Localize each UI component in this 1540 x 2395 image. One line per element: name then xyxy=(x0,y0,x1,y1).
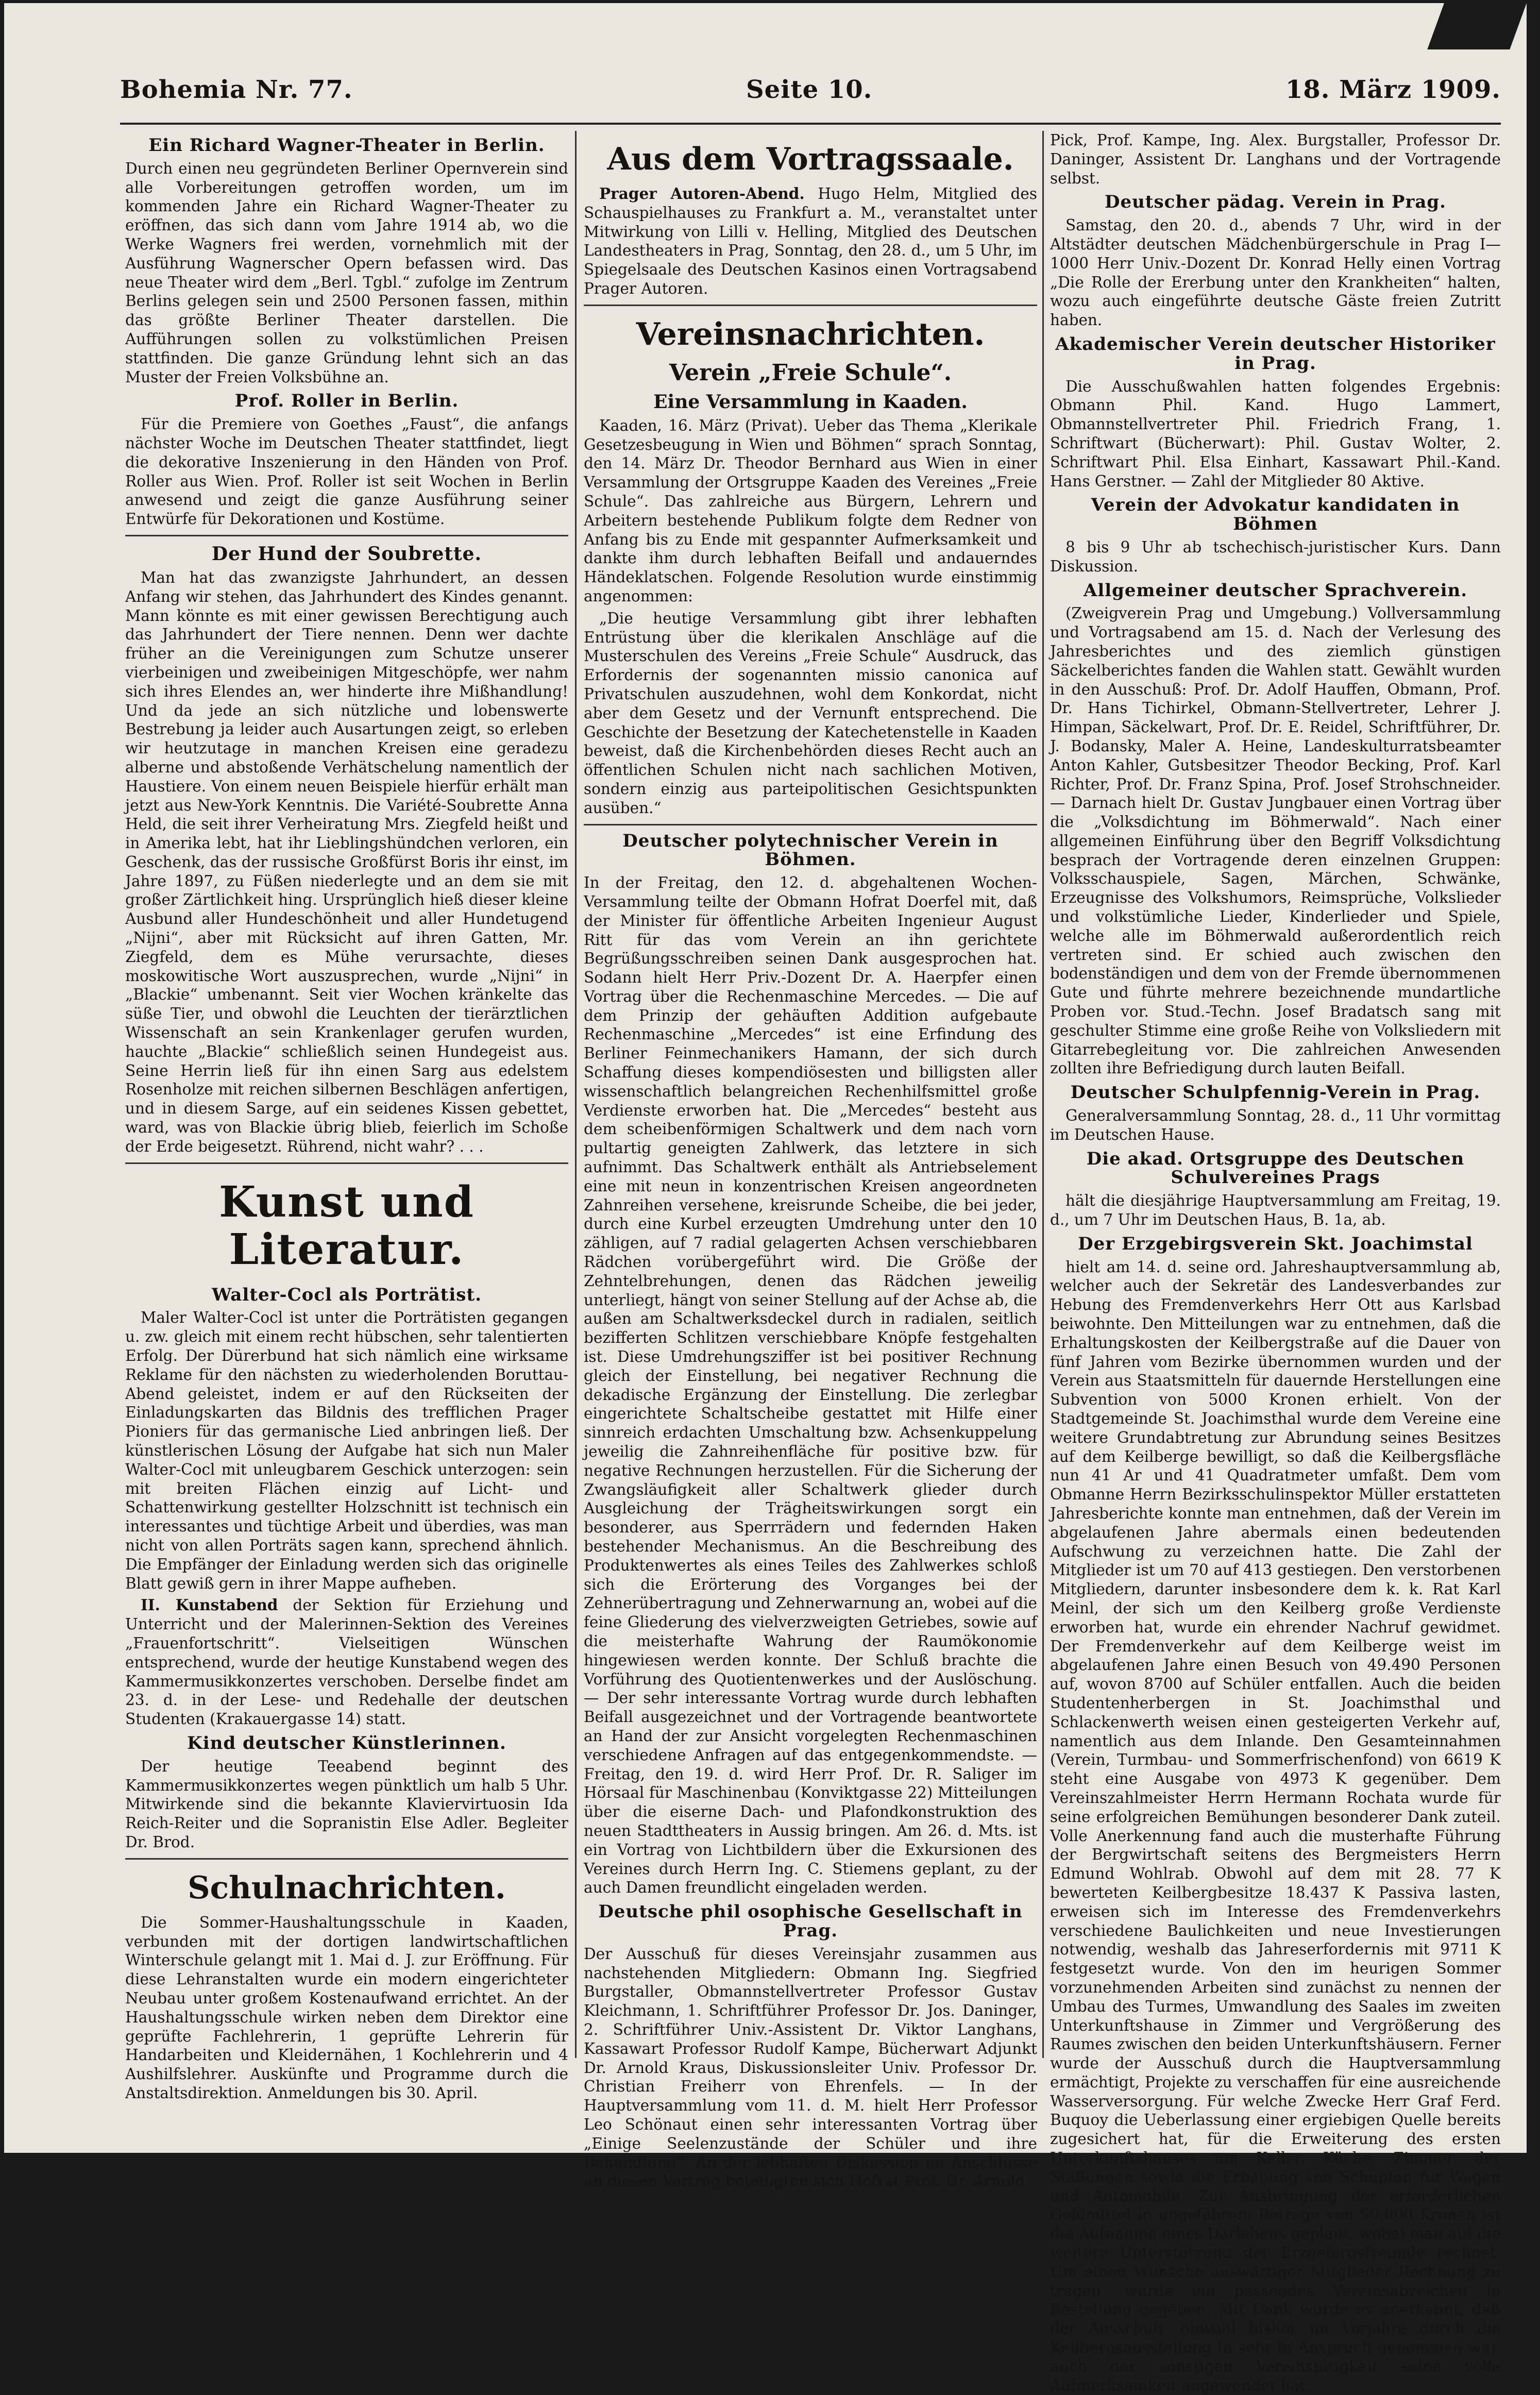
header-page-number: Seite 10. xyxy=(746,75,873,104)
article-text: hielt am 14. d. seine ord. Jahreshauptversammlung ab, welcher auch der Sekretär des Landesverbandes zur Hebung des Fremdenverkehrs Herr Ott aus Karlsbad beiwohnte. Den Mitteilungen war zu entnehmen, daß die Erhaltungskosten der Keilbergstraße auf die Dauer von fünf Jahren vom Bezirke übernommen wurden und der Verein aus Staatsmitteln für dauernde Herstellungen eine Subvention von 5000 Kronen erhielt. Von der Stadtgemeinde St. Joachimsthal wurde dem Vereine eine weitere Grundabtretung zur Abrundung seines Besitzes auf dem Keilberge bewilligt, so daß die Keilbergsfläche nun 41 Ar und 41 Quadratmeter umfaßt. Dem vom Obmanne Herrn Bezirksschulinspektor Müller erstatteten Jahresberichte konnte man entnehmen, daß der Verein im abgelaufenen Jahre abermals einen bedeutenden Aufschwung zu verzeichnen hatte. Die Zahl der Mitglieder ist um 70 auf 413 gestiegen. Den verstorbenen Mitgliedern, darunter insbesondere dem k. k. Rat Karl Meinl, der sich um den Keilberg große Verdienste erworben hat, wurde ein ehrender Nachruf gewidmet. Der Fremdenverkehr auf dem Keilberge weist im abgelaufenen Jahre einen Besuch von 49.490 Personen auf, wovon 8700 auf Schüler entfallen. Auch die beiden Studentenherbergen in St. Joachimsthal und Schlackenwerth weisen einen gesteigerten Verkehr auf, namentlich aus dem Inlande. Den Gesamteinnahmen (Verein, Turmbau- und Sommerfrischenfond) von 6619 K steht eine Ausgabe von 4973 K gegenüber. Dem Vereinszahlmeister Herrn Hermann Rochata wurde für seine erfolgreichen Bemühungen besonderer Dank zuteil. Volle Anerkennung fand auch die musterhafte Führung der Bergwirtschaft seitens des Bergmeisters Herrn Edmund Wohlrab. Obwohl auf dem mit 28. 77 K bewerteten Keilbergbesitze 18.437 K Passiva lasten, erweisen sich im Interesse des Fremdenverkehrs verschiedene Baulichkeiten und neue Investierungen notwendig, weshalb das Jahreserfordernis mit 9711 K festgesetzt wurde. Von den im heurigen Sommer vorzunehmenden Arbeiten sind zunächst zu nennen der Umbau des Turmes, Umwandlung des Saales im zweiten Unterkunftshause in Zimmer und Vergrößerung des Raumes zwischen den beiden Unterkunftshäusern. Ferner wurde der Ausschuß durch die Hauptversammlung ermächtigt, Projekte zu verschaffen für eine ausreichende Wasserversorgung. Für welche Zwecke Herr Graf Ferd. Buquoy die Ueberlassung einer ergiebigen Quelle bereits zugesichert hat, für die Erweiterung des ersten Unterkunftshauses um Keller, Küche, Zimmer, der Stallungen sowie die Erbauung von Schupfen für Wagen und Automobile. Zur Ausbringung der erforderlichen Geldmittel in ungefährem Betrage von 50.000 Kronen ist die Aufnahme eines Darlehens geplant, wobei man auf die weitere Unterstützung der Erzgebirgsfreunde rechnet. Um einen Wunsche auswärtiger Mitglieder Rechnung zu tragen, wurde ein passendes Vereinsabzeichen in Bestellung gegeben. Mit Dank wurde es anerkannt, daß der Ausschuß, obwohl bisher im Vorjahre durch die Keilbergsausstellung in sehr in Anspruch genommen war, auch der sonstigen Vereinstätigkeit seine volle Aufmerksamkeit angewendet hat. xyxy=(1050,1258,1501,2394)
section-separator xyxy=(125,1858,568,1860)
article-title: Deutscher Schulpfennig-Verein in Prag. xyxy=(1070,1082,1481,1103)
article-lead: II. Kunstabend xyxy=(141,1596,278,1614)
article-title: Deutscher pädag. Verein in Prag. xyxy=(1104,192,1447,213)
article-text: Durch einen neu gegründeten Berliner Opernverein sind alle Vorbereitungen getroffen worden, um im kommenden Jahre ein Richard Wagner-Theater zu eröffnen, das sich dann vom Jahre 1914 ab, wo die Werke Wagners frei werden, vornehmlich mit der Ausführung Wagnerscher Opern befassen wird. Das neue Theater wird dem „Berl. Tgbl.“ zufolge im Zentrum Berlins gelegen sein und 2500 Personen fassen, mithin das größte Berliner Theater darstellen. Die Aufführungen sollen zu volkstümlichen Preisen stattfinden. Die ganze Gründung lehnt sich an das Muster der Freien Volksbühne an. xyxy=(125,159,568,386)
column-left xyxy=(125,131,568,2102)
article-text: Kaaden, 16. März (Privat). Ueber das Thema „Klerikale Gesetzesbeugung in Wien und Böhmen“ sprach Sonntag, den 14. März Dr. Theodor Bernhard aus Wien in einer Versammlung der Ortsgruppe Kaaden des Vereines „Freie Schule“. Das zahlreiche aus Bürgern, Lehrern und Arbeitern bestehende Publikum folgte dem Redner von Anfang bis zu Ende mit gespannter Aufmerksamkeit und dankte ihm durch lebhaften Beifall und andauerndes Händeklatschen. Folgende Resolution wurde einstimmig angenommen: xyxy=(584,416,1037,605)
section-title: Schulnachrichten. xyxy=(188,1869,506,1906)
article-text: Man hat das zwanzigste Jahrhundert, an dessen Anfang wir stehen, das Jahrhundert des Kindes genannt. Mann könnte es mit einer gewissen Berechtigung auch das Jahrhundert der Tiere nennen. Denn wer dachte früher an die Vereinigungen zum Schutze unserer vierbeinigen und zweibeinigen Mitgeschöpfe, wer nahm sich ihres Elendes an, wer hinderte ihre Mißhandlung! Und da jede an sich nützliche und lobenswerte Bestrebung ja leider auch Ausartungen zeigt, so erleben wir heutzutage in manchen Kreisen eine geradezu alberne und abstoßende Verhätschelung namentlich der Haustiere. Von einem neuen Beispiele hierfür erhält man jetzt aus New-York Kenntnis. Die Variété-Soubrette Anna Held, die seit ihrer Verheiratung Mrs. Ziegfeld heißt und in Amerika lebt, hat ihr Lieblingshündchen verloren, ein Geschenk, das der russische Großfürst Boris ihr einst, im Jahre 1897, zu Füßen niederlegte und an dem sie mit großer Zärtlichkeit hing. Ursprünglich hieß dieser kleine Ausbund aller Hundeschönheit und aller Hundetugend „Nijni“, aber mit Rücksicht auf ihren Gatten, Mr. Ziegfeld, dem es Mühe verursachte, dieses moskowitische Wort auszusprechen, wurde „Nijni“ in „Blackie“ umbenannt. Seit vier Wochen kränkelte das süße Tier, und obwohl die Leuchten der tierärztlichen Wissenschaft an sein Krankenlager gerufen wurden, hauchte „Blackie“ schließlich seinen Hundegeist aus. Seine Herrin ließ für ihn einen Sarg aus edelstem Rosenholze mit reichen silbernen Beschlägen anfertigen, und in diesem Sarge, auf ein seidenes Kissen gebettet, ward, was von Blackie übrig blieb, feierlich im Schoße der Erde beigesetzt. Rührend, nicht wahr? . . . xyxy=(125,568,568,1155)
article-separator xyxy=(125,535,568,536)
article-text: Pick, Prof. Kampe, Ing. Alex. Burgstaller, Professor Dr. Daninger, Assistent Dr. Langhans und der Vortragende selbst. xyxy=(1050,131,1501,187)
section-title: Aus dem Vortragssaale. xyxy=(607,141,1014,177)
column-right xyxy=(1050,131,1501,2394)
article-title: Deutsche phil osophische Gesellschaft in Prag. xyxy=(598,1901,1023,1941)
page-header xyxy=(120,75,1501,122)
column-divider xyxy=(575,131,577,2058)
article-separator xyxy=(584,824,1037,825)
article-title: Deutscher polytechnischer Verein in Böhmen. xyxy=(622,830,999,870)
section-separator xyxy=(125,1162,568,1164)
article-text: Hugo Helm, Mitglied des Schauspielhauses zu Frankfurt a. M., veranstaltet unter Mitwirkung von Lilli v. Helling, Mitglied des Deutschen Landestheaters in Prag, Sonntag, den 28. d., um 5 Uhr, im Spiegelsaale des Deutschen Kasinos einen Vortragsabend Prager Autoren. xyxy=(584,185,1037,297)
article-title: Allgemeiner deutscher Sprachverein. xyxy=(1083,580,1468,601)
article-text: Die Ausschußwahlen hatten folgendes Ergebnis: Obmann Phil. Kand. Hugo Lammert, Obmannstellvertreter Phil. Friedrich Frang, 1. Schriftwart (Bücherwart): Phil. Gustav Wolter, 2. Schriftwart Phil. Elsa Einhart, Kassawart Phil.-Kand. Hans Gerstner. — Zahl der Mitglieder 80 Aktive. xyxy=(1050,377,1501,490)
article-text: 8 bis 9 Uhr ab tschechisch-juristischer Kurs. Dann Diskussion. xyxy=(1050,538,1501,575)
article-text: Für die Premiere von Goethes „Faust“, die anfangs nächster Woche im Deutschen Theater stattfindet, liegt die dekorative Inszenierung in den Händen von Prof. Roller aus Wien. Prof. Roller ist seit Wochen in Berlin anwesend und zeigt die ganze Ausführung seiner Entwürfe für Dekorationen und Kostüme. xyxy=(125,415,568,528)
column-middle xyxy=(584,131,1037,2190)
section-title: Vereinsnachrichten. xyxy=(636,316,985,352)
article-text: Samstag, den 20. d., abends 7 Uhr, wird in der Altstädter deutschen Mädchenbürgerschule in Prag I—1000 Herr Univ.-Dozent Dr. Konrad Helly einen Vortrag „Die Rolle der Ererbung unter den Krankheiten“ halten, wozu auch eingeführte deutsche Gäste freien Zutritt haben. xyxy=(1050,216,1501,329)
header-newspaper-issue: Bohemia Nr. 77. xyxy=(120,75,353,104)
section-title: Kunst und Literatur. xyxy=(219,1177,475,1274)
article-text: Der heutige Teeabend beginnt des Kammermusikkonzertes wegen pünktlich um halb 5 Uhr. Mitwirkende sind die bekannte Klaviervirtuosin Ida Reich-Reiter und die Sopranistin Else Adler. Begleiter Dr. Brod. xyxy=(125,1757,568,1851)
header-date: 18. März 1909. xyxy=(1285,75,1501,104)
article-text: Maler Walter-Cocl ist unter die Porträtisten gegangen u. zw. gleich mit einem recht hübschen, sehr talentierten Erfolg. Der Dürerbund hat sich nämlich eine wirksame Reklame für den nächsten zu wiederholenden Boruttau-Abend geleistet, indem er auf den Rückseiten der Einladungskarten das Bildnis des trefflichen Prager Pioniers für das germanische Lied anbringen ließ. Der künstlerischen Lösung der Aufgabe hat sich nun Maler Walter-Cocl mit unleugbarem Geschick unterzogen: sein mit breiten Flächen einzig auf Licht- und Schattenwirkung gestellter Holzschnitt ist technisch ein interessantes und tüchtige Arbeit und überdies, was man nicht von allen Porträts sagen kann, sprechend ähnlich. Die Empfänger der Einladung werden sich das originelle Blatt gewiß gern in ihrer Mappe aufheben. xyxy=(125,1309,568,1592)
article-title: Verein der Advokatur kandidaten in Böhmen xyxy=(1091,495,1460,535)
article-title: Prof. Roller in Berlin. xyxy=(234,391,459,412)
article-subtitle: Eine Versammlung in Kaaden. xyxy=(653,391,968,413)
column-divider xyxy=(1042,131,1044,2058)
article-text: hält die diesjährige Hauptversammlung am Freitag, 19. d., um 7 Uhr im Deutschen Haus, B. 1a, ab. xyxy=(1050,1192,1501,1229)
newspaper-page xyxy=(4,3,1527,2394)
article-title: Der Erzgebirgsverein Skt. Joachimstal xyxy=(1078,1233,1473,1254)
section-separator xyxy=(584,305,1037,306)
article-title: Die akad. Ortsgruppe des Deutschen Schulvereines Prags xyxy=(1086,1148,1465,1188)
article-text: „Die heutige Versammlung gibt ihrer lebhaften Entrüstung über die klerikalen Anschläge auf die Musterschulen des Vereins „Freie Schule“ Ausdruck, das Erfordernis der sogenannten missio canonica auf Privatschulen auszudehnen, wohl dem Konkordat, nicht aber dem Gesetz und der Vernunft entsprechend. Die Geschichte der Besetzung der Katechetenstelle in Kaaden beweist, daß die Kirchenbehörden dieses Recht auch an öffentlichen Schulen nicht nach sachlichen Motiven, sondern einzig aus parteipolitischen Gesichtspunkten ausüben.“ xyxy=(584,609,1037,817)
article-text: Die Sommer-Haushaltungsschule in Kaaden, verbunden mit der dortigen landwirtschaftlichen Winterschule gelangt mit 1. Mai d. J. zur Eröffnung. Für diese Lehranstalten wurde ein modern eingerichteter Neubau unter großem Kostenaufwand errichtet. An der Haushaltungsschule wirken neben dem Direktor eine geprüfte Fachlehrerin, 1 geprüfte Lehrerin für Handarbeiten und Kleidernähen, 1 Kochlehrerin und 4 Aushilfslehrer. Auskünfte und Programme durch die Anstaltsdirektion. Anmeldungen bis 30. April. xyxy=(125,1913,568,2102)
article-title: Kind deutscher Künstlerinnen. xyxy=(187,1732,506,1753)
article-title: Akademischer Verein deutscher Historiker in Prag. xyxy=(1055,333,1496,374)
article-text: Generalversammlung Sonntag, 28. d., 11 Uhr vormittag im Deutschen Hause. xyxy=(1050,1107,1501,1143)
torn-corner xyxy=(1427,3,1527,49)
article-text: (Zweigverein Prag und Umgebung.) Vollversammlung und Vortragsabend am 15. d. Nach der Verlesung des Jahresberichtes und des ziemlich günstigen Säckelberichtes fanden die Wahlen statt. Gewählt wurden in den Ausschuß: Prof. Dr. Adolf Hauffen, Obmann, Prof. Dr. Hans Tichirkel, Obmann-Stellvertreter, Lehrer J. Himpan, Säckelwart, Prof. Dr. E. Reidel, Schriftführer, Dr. J. Bodansky, Maler A. Heine, Landeskulturratsbeamter Anton Kahler, Gutsbesitzer Theodor Becking, Prof. Karl Richter, Prof. Dr. Franz Spina, Prof. Josef Strohschneider. — Darnach hielt Dr. Gustav Jungbauer einen Vortrag über die „Volksdichtung im Böhmerwald“. Nach einer allgemeinen Einführung über den Begriff Volksdichtung besprach der Vortragende deren einzelnen Gruppen: Volksschauspiele, Sagen, Märchen, Schwänke, Erzeugnisse des Volkshumors, Reimsprüche, Volkslieder und volkstümliche Lieder, Kinderlieder und Spiele, welche alle im Böhmerwald außerordentlich reich vertreten sind. Er schied auch zwischen den bodenständigen und dem von der Fremde übernommenen Gute und führte mehrere bezeichnende mundartliche Proben vor. Stud.-Techn. Josef Bradatsch sang mit geschulter Stimme eine große Reihe von Volksliedern mit Gitarrebegleitung vor. Die zahlreichen Anwesenden zollten ihre Befriedigung durch lauten Beifall. xyxy=(1050,604,1501,1077)
article-title: Ein Richard Wagner-Theater in Berlin. xyxy=(148,135,545,156)
article-text: In der Freitag, den 12. d. abgehaltenen Wochen-Versammlung teilte der Obmann Hofrat Doerfel mit, daß der Minister für öffentliche Arbeiten Ingenieur August Ritt für das vom Verein an ihn gerichtete Begrüßungsschreiben seinen Dank ausgesprochen hat. Sodann hielt Herr Priv.-Dozent Dr. A. Haerpfer einen Vortrag über die Rechenmaschine Mercedes. — Die auf dem Prinzip der gehäuften Addition aufgebaute Rechenmaschine „Mercedes“ ist eine Erfindung des Berliner Feinmechanikers Hamann, der sich durch Schaffung dieses kompendiösesten und billigsten aller wissenschaftlich belangreichen Rechenhilfsmittel große Verdienste erworben hat. Die „Mercedes“ besteht aus dem scheibenförmigen Schaltwerk und dem nach vorn pultartig geneigten Zahlwerk, das letztere in sich aufnimmt. Das Schaltwerk enthält als Antriebselement eine mit neun in konzentrischen Kreisen angeordneten Zahnreihen versehene, kreisrunde Scheibe, die bei jeder, durch eine Kurbel erzeugten Umdrehung unter den 10 zähligen, auf 7 radial gelagerten Achsen verschiebbaren Rädchen vorübergeführt wird. Die Größe der Zehntelbrehungen, denen das Rädchen jeweilig unterliegt, hängt von seiner Stellung auf der Achse ab, die außen am Schaltwerksdeckel durch in radialen, seitlich bezifferten Schlitzen verschiebbare Knöpfe festgehalten ist. Diese Umdrehungsziffer ist bei positiver Rechnung gleich der Einstellung, bei negativer Rechnung die dekadische Ergänzung der Einstellung. Die zerlegbar eingerichtete Schaltscheibe gestattet mit Hilfe einer sinnreich erdachten Umschaltung bzw. Achsenkuppelung jeweilig die Zahnreihenfläche für positive bzw. für negative Rechnungen herzustellen. Für die Sicherung der Zwangsläufigkeit aller Schaltwerk glieder durch Ausgleichung der Trägheitswirkungen sorgt ein besonderer, aus Sperrrädern und federnden Haken bestehender Mechanismus. An die Beschreibung des Produktenwertes als eines Teiles des Zahlwerkes schloß sich die Erörterung des Vorganges bei der Zehnerübertragung und Zehnerwarnung an, wobei auf die feine Gliederung des vielverzweigten Getriebes, sowie auf die meisterhafte Wahrung der Raumökonomie hingewiesen werden konnte. Der Schluß brachte die Vorführung des Quotientenwerkes und der Auslöschung. — Der sehr interessante Vortrag wurde durch lebhaften Beifall ausgezeichnet und der Vortragende beantwortete an Hand der zur Ansicht vorgelegten Rechenmaschinen verschiedene Anfragen auf das entgegenkommendste. — Freitag, den 19. d. wird Herr Prof. Dr. R. Saliger im Hörsaal für Maschinenbau (Konviktgasse 22) Mitteilungen über die eiserne Dach- und Plafondkonstruktion des neuen Stadttheaters in Aussig bringen. Am 26. d. Mts. ist ein Vortrag von Lichtbildern über die Exkursionen des Vereines durch Herrn Ing. C. Stiemens geplant, zu der auch Damen freundlicht eingeladen werden. xyxy=(584,874,1037,1897)
article-title: Der Hund der Soubrette. xyxy=(211,543,482,565)
header-rule xyxy=(120,123,1501,125)
article-title: Verein „Freie Schule“. xyxy=(669,359,952,386)
article-text: der Sektion für Erziehung und Unterricht und der Malerinnen-Sektion des Vereines „Frauenfortschritt“. Vielseitigen Wünschen entsprechend, wurde der heutige Kunstabend wegen des Kammermusikkonzertes verschoben. Derselbe findet am 23. d. in der Lese- und Redehalle der deutschen Studenten (Krakauergasse 14) statt. xyxy=(125,1596,568,1728)
article-lead: Prager Autoren-Abend. xyxy=(599,184,805,203)
article-title: Walter-Cocl als Porträtist. xyxy=(212,1284,482,1305)
article-text: Der Ausschuß für dieses Vereinsjahr zusammen aus nachstehenden Mitgliedern: Obmann Ing. Siegfried Burgstaller, Obmannstellvertreter Professor Gustav Kleichmann, 1. Schriftführer Professor Dr. Jos. Daninger, 2. Schriftführer Univ.-Assistent Dr. Viktor Langhans, Kassawart Professor Rudolf Kampe, Bücherwart Adjunkt Dr. Arnold Kraus, Diskussionsleiter Univ. Professor Dr. Christian Freiherr von Ehrenfels. — In der Hauptversammlung vom 11. d. M. hielt Herr Professor Leo Schönaut einen sehr interessanten Vortrag über „Einige Seelenzustände der Schüler und ihre Behandlung“. An der lebhaften Diskussion im Anschlusse an diesen Vortrag beteiligten sich Hofrat Prof. Dr. Arnold xyxy=(584,1945,1037,2190)
